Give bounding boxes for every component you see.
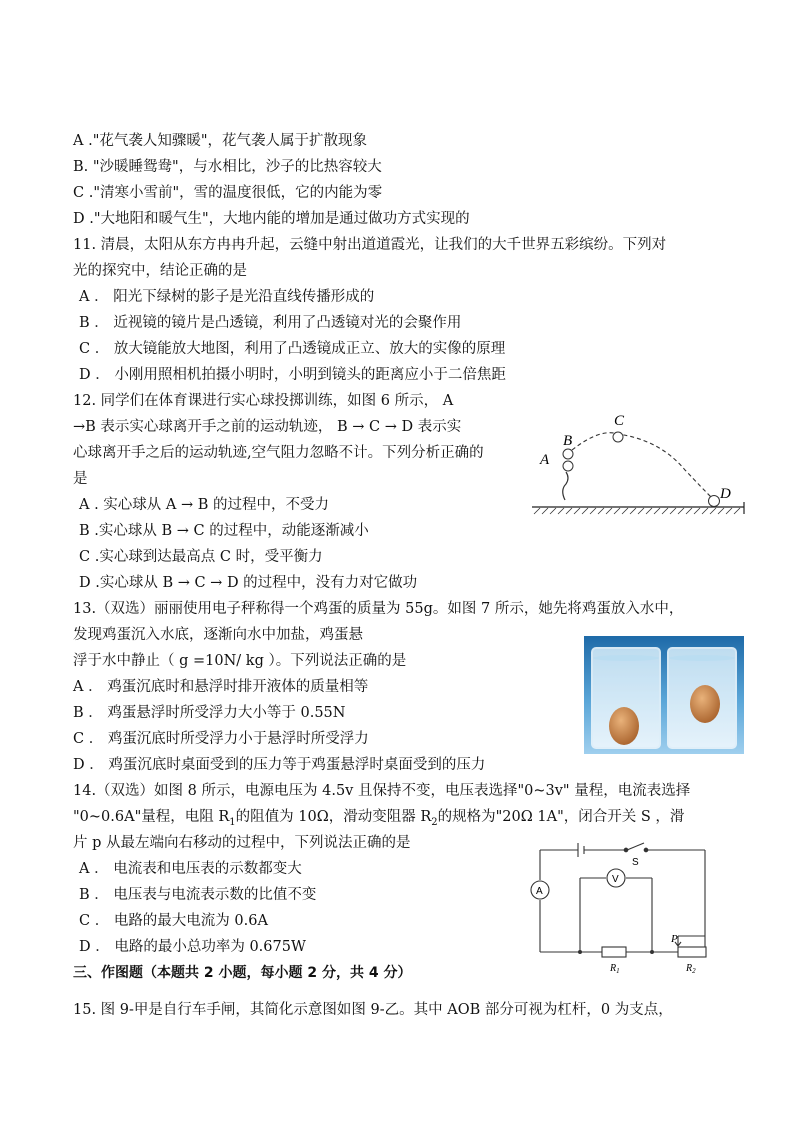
q14-option-d: D ． 电路的最小总功率为 0.675W (79, 939, 306, 955)
figure-8-circuit (530, 840, 730, 976)
q14-option-a: A ． 电流表和电压表的示数都变大 (79, 861, 302, 877)
trajectory-curve (572, 433, 712, 498)
ground-hatch (534, 508, 740, 514)
q14-stem-part: "0~0.6A"量程，电阻 R (73, 809, 230, 825)
label-switch-s: S (632, 857, 639, 868)
q11-stem-line1: 11. 清晨，太阳从东方冉冉升起，云缝中射出道道霞光，让我们的大千世界五彩缤纷。下列对 (73, 237, 667, 253)
egg-suspended (690, 685, 720, 723)
subscript-1: 1 (229, 816, 236, 828)
resistor-r1 (602, 947, 626, 957)
label-r2: $R_2$ (686, 963, 696, 975)
beaker-right (668, 648, 736, 748)
q14-stem-line3: 片 p 从最左端向右移动的过程中，下列说法正确的是 (73, 835, 411, 851)
q14-option-c: C ． 电路的最大电流为 0.6A (79, 913, 268, 929)
label-c: C (614, 413, 625, 429)
q13-stem-line3: 浮于水中静止（ g =10N/ kg ）。下列说法正确的是 (73, 653, 407, 669)
q13-option-b: B ． 鸡蛋悬浮时所受浮力大小等于 0.55N (73, 705, 346, 721)
q14-stem-line2 (73, 807, 684, 833)
ball-position-d (709, 496, 720, 507)
ball-position-c (613, 432, 623, 442)
q11-option-c: C ． 放大镜能放大地图，利用了凸透镜成正立、放大的实像的原理 (79, 341, 506, 357)
egg-sunk (609, 707, 639, 745)
q13-stem-line2: 发现鸡蛋沉入水底，逐渐向水中加盐，鸡蛋悬 (73, 627, 363, 643)
q12-stem-line4: 是 (73, 471, 88, 487)
q10-option-d: D ."大地阳和暖气生"，大地内能的增加是通过做功方式实现的 (73, 211, 470, 227)
q12-stem-line2: →B 表示实心球离开手之前的运动轨迹， B → C → D 表示实 (73, 419, 462, 435)
ball-position-a (563, 461, 573, 471)
label-b: B (563, 433, 573, 449)
q12-option-d: D .实心球从 B → C → D 的过程中，没有力对它做功 (79, 575, 418, 591)
figure-7-egg-beakers-photo (584, 636, 744, 754)
q14-option-b: B ． 电压表与电流表示数的比值不变 (79, 887, 317, 903)
label-slider-p: P (671, 933, 678, 945)
label-a: A (540, 452, 550, 468)
ball-position-b (563, 449, 573, 459)
q15-stem-line1: 15. 图 9-甲是自行车手闸，其简化示意图如图 9-乙。其中 AOB 部分可视为杠杆，0 为支点， (73, 1002, 673, 1018)
q12-option-a: A . 实心球从 A → B 的过程中，不受力 (79, 497, 330, 513)
label-ammeter-a: A (536, 886, 543, 897)
q12-option-c: C .实心球到达最高点 C 时，受平衡力 (79, 549, 323, 565)
figure-6-trajectory (530, 410, 750, 520)
label-voltmeter-v: V (612, 874, 619, 885)
q12-stem-line3: 心球离开手之后的运动轨迹,空气阻力忽略不计。下列分析正确的 (73, 445, 484, 461)
beaker-left (592, 648, 660, 748)
q14-stem-part: 的规格为"20Ω 1A"，闭合开关 S ，滑 (437, 809, 685, 825)
q10-option-a: A ."花气袭人知骤暖"，花气袭人属于扩散现象 (73, 133, 368, 149)
q13-option-d: D ． 鸡蛋沉底时桌面受到的压力等于鸡蛋悬浮时桌面受到的压力 (73, 757, 486, 773)
q14-stem-part: 的阻值为 10Ω，滑动变阻器 R (235, 809, 432, 825)
switch-blade (627, 843, 644, 850)
thrower-arm (563, 472, 568, 500)
q10-option-c: C ."清寒小雪前"，雪的温度很低，它的内能为零 (73, 185, 383, 201)
label-r1: $R_1$ (610, 963, 620, 975)
subscript-2: 2 (431, 816, 438, 828)
q13-stem-line1: 13.（双选）丽丽使用电子秤称得一个鸡蛋的质量为 55g。如图 7 所示，她先将鸡蛋放入水中， (73, 601, 684, 617)
q13-option-a: A ． 鸡蛋沉底时和悬浮时排开液体的质量相等 (73, 679, 369, 695)
q14-stem-line1: 14.（双选）如图 8 所示，电源电压为 4.5v 且保持不变，电压表选择"0~3v" 量程，电流表选择 (73, 783, 691, 799)
label-d: D (720, 486, 731, 502)
section-3-title: 三、作图题（本题共 2 小题，每小题 2 分，共 4 分） (73, 965, 412, 981)
q11-option-b: B ． 近视镜的镜片是凸透镜，利用了凸透镜对光的会聚作用 (79, 315, 462, 331)
q10-option-b: B. "沙暖睡鸳鸯"，与水相比，沙子的比热容较大 (73, 159, 382, 175)
q11-option-d: D ． 小刚用照相机拍摄小明时，小明到镜头的距离应小于二倍焦距 (79, 367, 506, 383)
rheostat-r2 (678, 947, 706, 957)
q11-stem-line2: 光的探究中，结论正确的是 (73, 263, 247, 279)
q12-option-b: B .实心球从 B → C 的过程中，动能逐渐减小 (79, 523, 369, 539)
q11-option-a: A ． 阳光下绿树的影子是光沿直线传播形成的 (79, 289, 375, 305)
q13-option-c: C ． 鸡蛋沉底时所受浮力小于悬浮时所受浮力 (73, 731, 369, 747)
q12-stem-line1: 12. 同学们在体育课进行实心球投掷训练，如图 6 所示， A (73, 393, 454, 409)
